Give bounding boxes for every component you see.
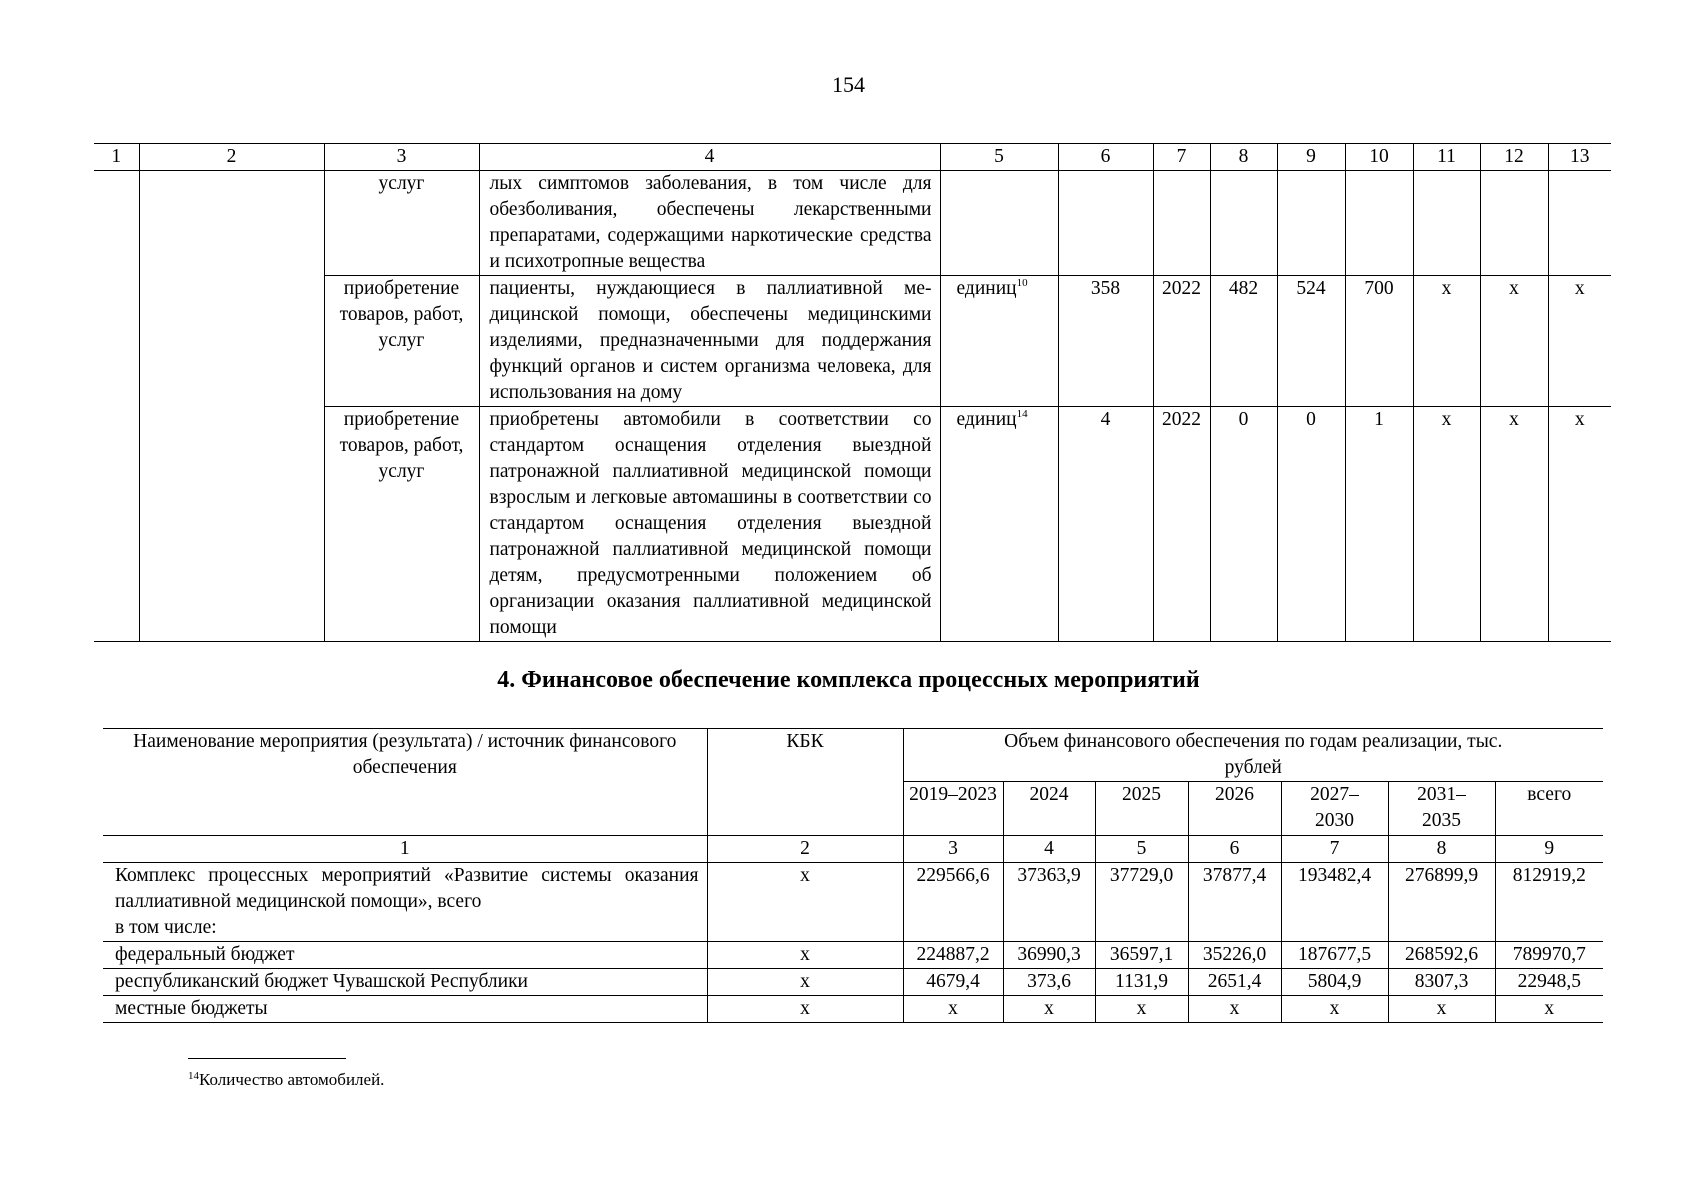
year-cell: 2022	[1153, 407, 1210, 642]
value-cell: 268592,6	[1388, 942, 1495, 969]
value-cell: 276899,9	[1388, 863, 1495, 942]
value-cell: 224887,2	[903, 942, 1003, 969]
column-number-row	[103, 836, 1603, 863]
empty-cell	[139, 171, 324, 642]
value-cell: x	[1003, 996, 1095, 1023]
value-cell: x	[1095, 996, 1188, 1023]
row-name-cell: республиканский бюджет Чувашской Республики	[103, 969, 707, 996]
column-number: 3	[324, 144, 479, 171]
empty-cell	[94, 171, 139, 642]
column-number: 6	[1058, 144, 1153, 171]
row-name-cell: местные бюджеты	[103, 996, 707, 1023]
table-row	[103, 863, 1603, 942]
value-cell	[1277, 171, 1345, 276]
value-cell: x	[1388, 996, 1495, 1023]
value-cell	[1413, 171, 1480, 276]
value-cell: 229566,6	[903, 863, 1003, 942]
column-number: 2	[707, 836, 903, 863]
column-number: 4	[479, 144, 940, 171]
value-cell: 4679,4	[903, 969, 1003, 996]
table-header-row	[103, 729, 1603, 782]
event-type-cell: услуг	[324, 171, 479, 276]
value-cell	[1480, 171, 1548, 276]
value-cell: 482	[1210, 276, 1277, 407]
value-cell: x	[1413, 407, 1480, 642]
column-number: 4	[1003, 836, 1095, 863]
value-cell: 0	[1210, 407, 1277, 642]
kbk-cell: x	[707, 863, 903, 942]
column-number: 11	[1413, 144, 1480, 171]
value-cell: x	[1413, 276, 1480, 407]
table-row	[103, 969, 1603, 996]
value-cell: 36597,1	[1095, 942, 1188, 969]
value-cell: x	[1188, 996, 1281, 1023]
column-number: 12	[1480, 144, 1548, 171]
value-cell	[1548, 171, 1611, 276]
value-cell: x	[1548, 407, 1611, 642]
value-cell: 524	[1277, 276, 1345, 407]
header-name: Наименование мероприятия (результата) / источник финансового обеспечения	[103, 729, 707, 836]
footnote-text: Количество автомобилей.	[199, 1070, 385, 1089]
year-cell: 2022	[1153, 276, 1210, 407]
value-cell: 193482,4	[1281, 863, 1388, 942]
value-cell: x	[1495, 996, 1603, 1023]
result-cell: пациенты, нуждающиеся в паллиативной медицинской помощи, обеспечены медицинскими изделиями, предназначенными для поддержания функций органов и систем организма человека, для использования на дому	[479, 276, 940, 407]
value-cell: 5804,9	[1281, 969, 1388, 996]
value-cell: 0	[1277, 407, 1345, 642]
value-cell: 37363,9	[1003, 863, 1095, 942]
column-number: 13	[1548, 144, 1611, 171]
year-cell	[1153, 171, 1210, 276]
value-cell: 1	[1345, 407, 1413, 642]
value-cell: 37729,0	[1095, 863, 1188, 942]
value-cell: 2651,4	[1188, 969, 1281, 996]
header-year: 2024	[1003, 782, 1095, 836]
section-heading: 4. Финансовое обеспечение комплекса процессных мероприятий	[497, 667, 1200, 693]
column-number: 8	[1388, 836, 1495, 863]
column-number: 7	[1281, 836, 1388, 863]
row-name-cell: федеральный бюджет	[103, 942, 707, 969]
unit-cell	[940, 171, 1058, 276]
table-row	[103, 942, 1603, 969]
kbk-cell: x	[707, 969, 903, 996]
table-header-row	[94, 144, 1611, 171]
column-number: 6	[1188, 836, 1281, 863]
result-cell: лых симптомов заболевания, в том числе для обезболивания, обеспечены лекарственными препаратами, содержащими наркотические средства и психотропные вещества	[479, 171, 940, 276]
financing-table	[103, 728, 1603, 1023]
value-cell: x	[1480, 407, 1548, 642]
header-year: 2025	[1095, 782, 1188, 836]
column-number: 9	[1495, 836, 1603, 863]
header-year: 2019–2023	[903, 782, 1003, 836]
header-kbk: КБК	[707, 729, 903, 836]
value-cell: 8307,3	[1388, 969, 1495, 996]
column-number: 9	[1277, 144, 1345, 171]
footnote-divider	[188, 1058, 346, 1059]
page-number: 154	[832, 72, 865, 97]
value-cell: 4	[1058, 407, 1153, 642]
value-cell	[1058, 171, 1153, 276]
column-number: 3	[903, 836, 1003, 863]
header-volume: Объем финансового обеспечения по годам реализации, тыс. рублей	[903, 729, 1603, 782]
header-year: 2031–2035	[1388, 782, 1495, 836]
indicators-table	[94, 143, 1611, 642]
value-cell: 187677,5	[1281, 942, 1388, 969]
value-cell	[1210, 171, 1277, 276]
column-number: 2	[139, 144, 324, 171]
header-year: 2027–2030	[1281, 782, 1388, 836]
value-cell: 37877,4	[1188, 863, 1281, 942]
column-number: 8	[1210, 144, 1277, 171]
value-cell: 22948,5	[1495, 969, 1603, 996]
value-cell: 812919,2	[1495, 863, 1603, 942]
column-number: 10	[1345, 144, 1413, 171]
result-cell: приобретены автомобили в соответствии со стандартом оснащения отделения выездной патронажной паллиативной медицинской помощи взрослым и легковые автомашины в соответствии со стандартом оснащения отделения выездной патронажной паллиативной медицинской помощи детям, предусмотренными положением об организации оказания паллиативной медицинской помощи	[479, 407, 940, 642]
value-cell: x	[1480, 276, 1548, 407]
header-year: 2026	[1188, 782, 1281, 836]
row-name-cell: Комплекс процессных мероприятий «Развитие системы оказания паллиативной медицинской помощи», всего в том числе:	[103, 863, 707, 942]
header-year: всего	[1495, 782, 1603, 836]
column-number: 1	[103, 836, 707, 863]
value-cell: 358	[1058, 276, 1153, 407]
value-cell	[1345, 171, 1413, 276]
column-number: 1	[94, 144, 139, 171]
value-cell: x	[1281, 996, 1388, 1023]
value-cell: x	[1548, 276, 1611, 407]
value-cell: 700	[1345, 276, 1413, 407]
value-cell: 373,6	[1003, 969, 1095, 996]
footnote	[188, 1070, 384, 1090]
unit-cell: единиц$^{14}$	[940, 407, 1058, 642]
table-row	[94, 171, 1611, 276]
column-number: 5	[940, 144, 1058, 171]
value-cell: 789970,7	[1495, 942, 1603, 969]
kbk-cell: x	[707, 996, 903, 1023]
column-number: 7	[1153, 144, 1210, 171]
table-row	[103, 996, 1603, 1023]
footnote-number: 14	[188, 1070, 199, 1082]
value-cell: 35226,0	[1188, 942, 1281, 969]
unit-cell: единиц$^{10}$	[940, 276, 1058, 407]
kbk-cell: x	[707, 942, 903, 969]
column-number: 5	[1095, 836, 1188, 863]
value-cell: 1131,9	[1095, 969, 1188, 996]
event-type-cell: приобретение товаров, работ, услуг	[324, 276, 479, 407]
value-cell: x	[903, 996, 1003, 1023]
event-type-cell: приобретение товаров, работ, услуг	[324, 407, 479, 642]
value-cell: 36990,3	[1003, 942, 1095, 969]
